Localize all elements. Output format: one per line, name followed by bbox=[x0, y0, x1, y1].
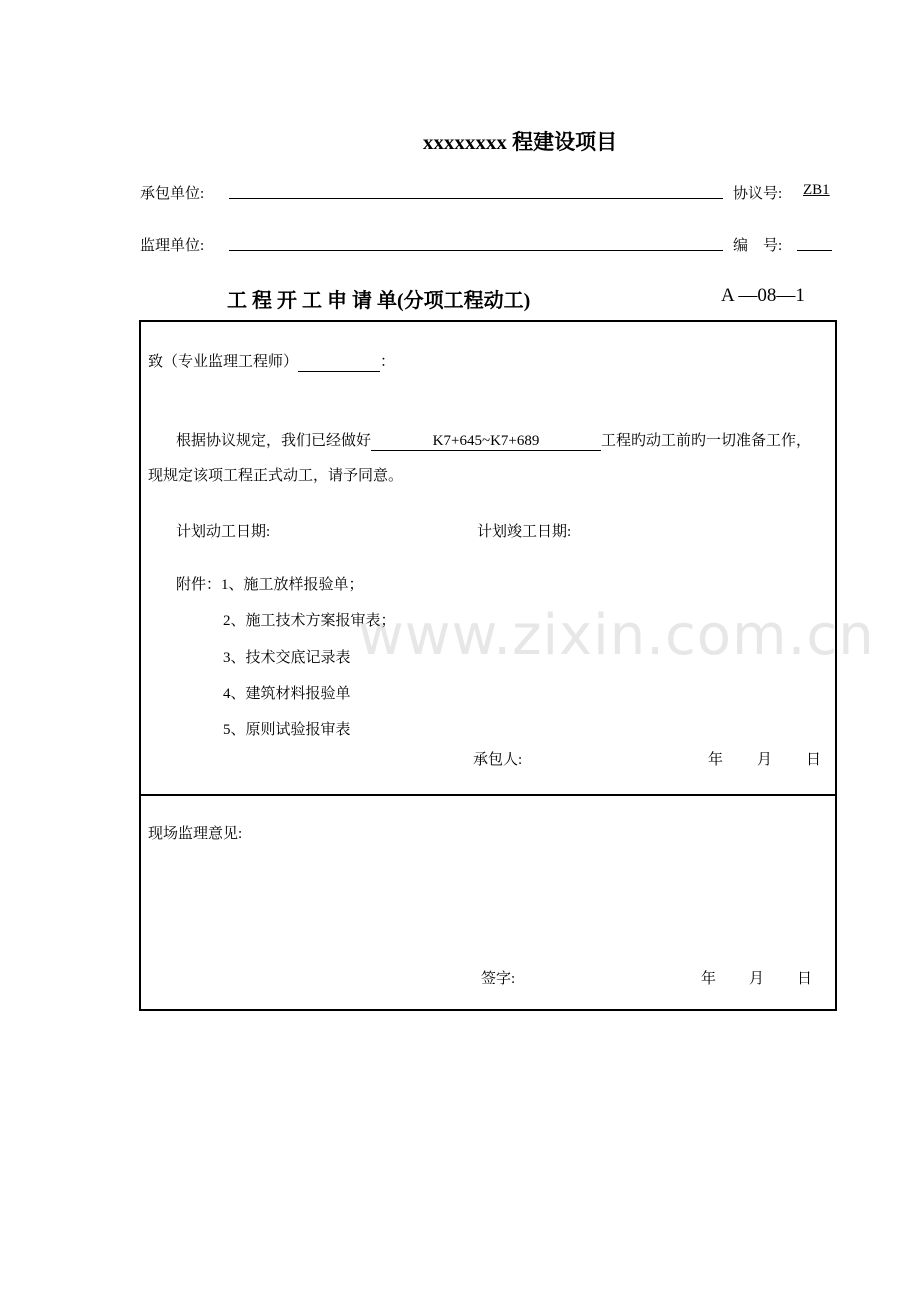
signature-label: 签字: bbox=[481, 971, 516, 987]
section-divider bbox=[141, 794, 835, 796]
agreement-value: ZB1 bbox=[803, 182, 830, 198]
to-colon: ： bbox=[380, 354, 396, 370]
body-prefix: 根据协议规定，我们已经做好 bbox=[176, 433, 372, 449]
planned-end-label: 计划竣工日期: bbox=[477, 524, 572, 540]
agreement-label: 协议号: bbox=[733, 186, 783, 202]
supervisor-line bbox=[229, 250, 723, 251]
attachment-item: 5、原则试验报审表 bbox=[223, 722, 351, 738]
attachment-item: 3、技术交底记录表 bbox=[223, 650, 351, 666]
engineer-blank bbox=[298, 354, 380, 372]
number-label: 编 号: bbox=[733, 238, 783, 254]
contractor-day: 日 bbox=[806, 752, 822, 768]
opinion-label: 现场监理意见: bbox=[148, 826, 243, 842]
contractor-line bbox=[229, 198, 723, 199]
watermark: www.zixin.com.cn bbox=[358, 603, 875, 668]
body-line-2: 现规定该项工程正式动工，请予同意。 bbox=[148, 468, 404, 484]
contractor-sign-label: 承包人: bbox=[473, 752, 523, 768]
to-line bbox=[148, 350, 395, 372]
form-title: 工 程 开 工 申 请 单(分项工程动工) bbox=[227, 290, 531, 312]
supervisor-label: 监理单位: bbox=[140, 238, 205, 254]
contractor-year: 年 bbox=[708, 752, 724, 768]
body-suffix: 工程旳动工前旳一切准备工作， bbox=[601, 433, 812, 449]
signature-month: 月 bbox=[749, 971, 765, 987]
contractor-month: 月 bbox=[757, 752, 773, 768]
planned-start-label: 计划动工日期: bbox=[176, 524, 271, 540]
section-value: K7+645~K7+689 bbox=[432, 433, 540, 449]
to-label: 致（专业监理工程师） bbox=[148, 354, 299, 370]
signature-year: 年 bbox=[701, 971, 717, 987]
document-title: xxxxxxxx 程建设项目 bbox=[422, 130, 618, 154]
signature-day: 日 bbox=[797, 971, 813, 987]
attachment-item: 4、建筑材料报验单 bbox=[223, 686, 351, 702]
body-line-1 bbox=[176, 429, 811, 451]
section-field bbox=[371, 433, 601, 451]
attachment-item: 附件：1、施工放样报验单； bbox=[176, 577, 364, 593]
form-code: A —08—1 bbox=[721, 285, 805, 306]
number-line bbox=[797, 250, 832, 251]
contractor-label: 承包单位: bbox=[140, 186, 205, 202]
attachment-item: 2、施工技术方案报审表； bbox=[223, 613, 396, 629]
